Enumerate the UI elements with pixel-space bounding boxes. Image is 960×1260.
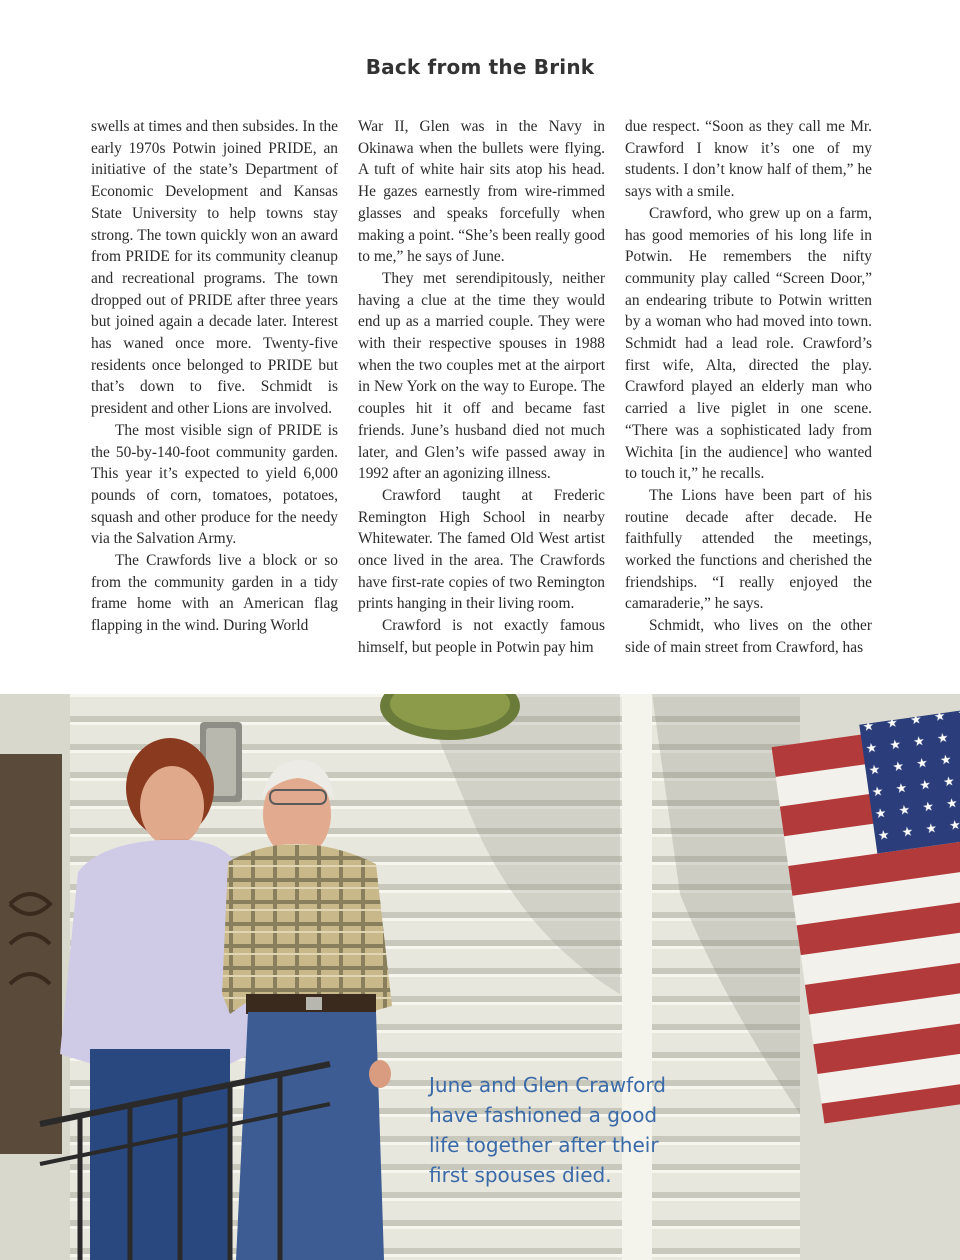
body-paragraph: Crawford taught at Frederic Remington High School in nearby Whitewater. The famed Old West artist once lived in the area. The Crawfords have first-rate copies of two Remington prints hanging in their living room. [358, 486, 605, 613]
caption-line: June and Glen Crawford [429, 1073, 666, 1097]
caption-line: life together after their [429, 1133, 659, 1157]
running-header: Back from the Brink [365, 55, 595, 79]
body-paragraph: Schmidt, who lives on the other side of main street from Crawford, has [625, 617, 872, 656]
text-column-1 [91, 116, 338, 637]
caption-line: first spouses died. [429, 1163, 612, 1187]
text-column-3 [625, 116, 872, 659]
body-paragraph: Crawford is not exactly famous himself, but people in Potwin pay him [358, 617, 605, 656]
text-column-2 [358, 116, 605, 659]
body-paragraph: They met serendipitously, neither having a clue at the time they would end up as a married couple. They were with their respective spouses in 1988 when the two couples met at the airport in New York on the way to Europe. The couples hit it off and became fast friends. June’s husband died not much later, and Glen’s wife passed away in 1992 after an agonizing illness. [358, 269, 605, 483]
body-paragraph: Crawford, who grew up on a farm, has good memories of his long life in Potwin. He remembers the nifty community play called “Screen Door,” an endearing tribute to Potwin written by a woman who had moved into town. Schmidt had a lead role. Crawford’s first wife, Alta, directed the play. Crawford played an elderly man who carried a live piglet in one scene. “There was a sophisticated lady from Wichita [in the audience] who wanted to touch it,” he recalls. [625, 204, 872, 483]
body-paragraph: swells at times and then subsides. In the early 1970s Potwin joined PRIDE, an initiative of the state’s Department of Economic Development and Kansas State University to help towns stay strong. The town quickly won an award from PRIDE for its community cleanup and recreational programs. The town dropped out of PRIDE after three years but joined again a decade later. Interest has waned once more. Twenty-five residents once belonged to PRIDE but that’s down to five. Schmidt is president and other Lions are involved. [91, 118, 338, 418]
body-paragraph: due respect. “Soon as they call me Mr. Crawford I know it’s one of my students. I don’t know half of them,” he says with a smile. [625, 118, 872, 201]
body-paragraph: The Crawfords live a block or so from the community garden in a tidy frame home with an American flag flapping in the wind. During World [91, 552, 338, 635]
caption-line: have fashioned a good [429, 1103, 658, 1127]
body-paragraph: The Lions have been part of his routine decade after decade. He faithfully attended the meetings, worked the functions and cherished the friendships. “I really enjoyed the camaraderie,” he says. [625, 486, 872, 613]
body-paragraph: The most visible sign of PRIDE is the 50-by-140-foot community garden. This year it’s expected to yield 6,000 pounds of corn, tomatoes, potatoes, squash and other produce for the needy via the Salvation Army. [91, 421, 338, 548]
body-paragraph: War II, Glen was in the Navy in Okinawa when the bullets were flying. A tuft of white hair sits atop his head. He gazes earnestly from wire-rimmed glasses and speaks forcefully when making a point. “She’s been really good to me,” he says of June. [358, 118, 605, 266]
photo-caption [429, 1070, 729, 1190]
